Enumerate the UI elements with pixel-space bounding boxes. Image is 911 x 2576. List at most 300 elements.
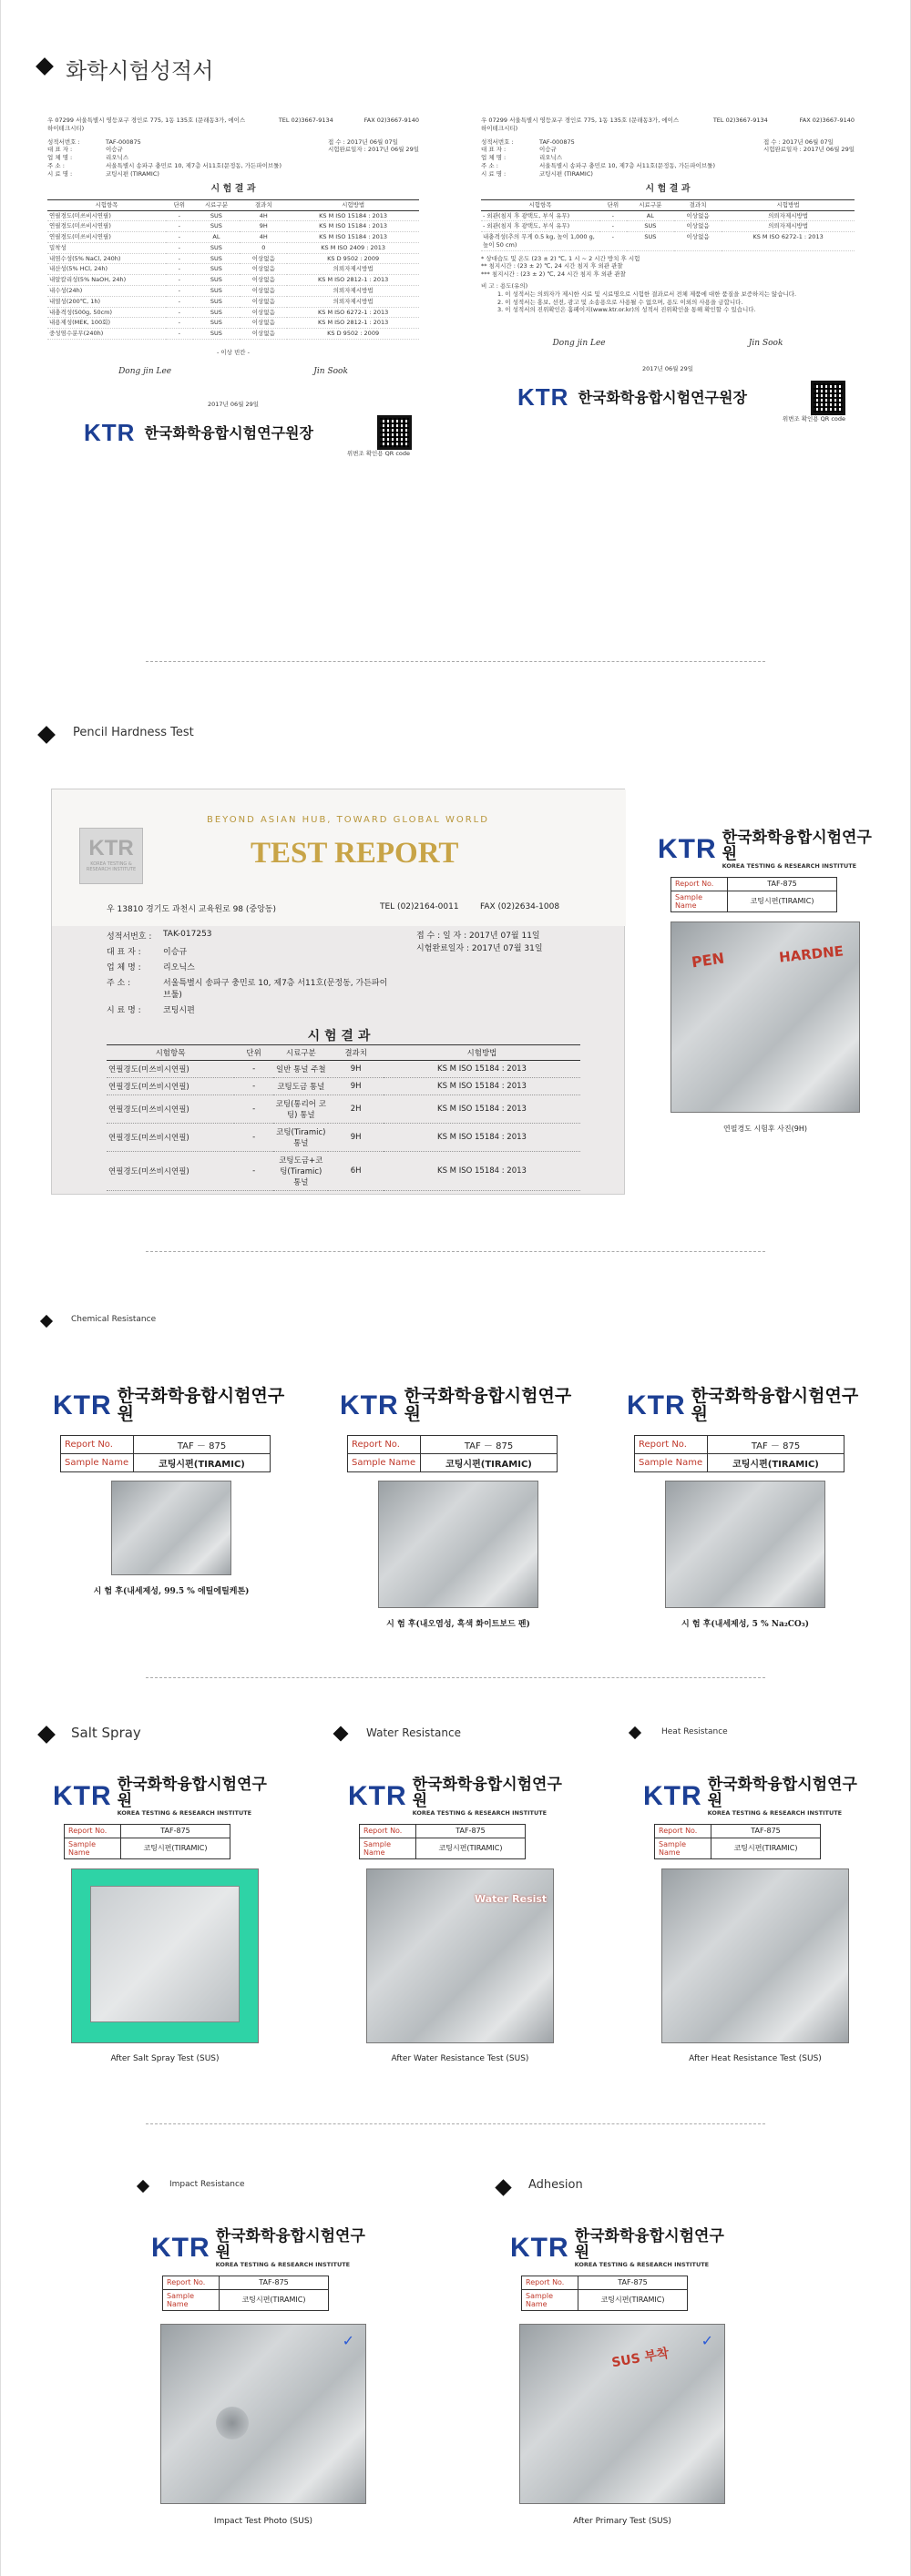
signature: Dong jin Lee <box>552 339 606 349</box>
section-title: Impact Resistance <box>169 2180 245 2189</box>
table-cell: - <box>166 285 193 296</box>
table-cell: 내열성(200℃, 1h) <box>47 296 166 307</box>
test-plate-photo <box>71 1868 259 2043</box>
field-label: 대 표 자 : <box>47 146 73 154</box>
table-cell: 코팅도금+코팅(Tiramic) 통널 <box>279 1156 323 1187</box>
ktr-logo: KTR <box>340 1390 399 1420</box>
test-caption: After Heat Resistance Test (SUS) <box>689 2054 822 2063</box>
cert-date-completed: 시험완료일자 : 2017년 06월 29일 <box>763 146 855 154</box>
chemical-test-plate-photo <box>665 1481 825 1608</box>
table-cell: KS D 9502 : 2009 <box>287 253 419 264</box>
table-cell: 이상없음 <box>674 210 722 221</box>
field-value: 서울특별시 송파구 충민로 10, 제7층 서11호(문정동, 가든파이브툴) <box>539 161 715 169</box>
cert-fax: FAX 02)3667-9140 <box>799 117 855 124</box>
table-cell: 이상없음 <box>674 232 722 251</box>
table-cell: SUS <box>193 285 241 296</box>
table-cell: 이상없음 <box>240 296 287 307</box>
column-header: 시료구분 <box>627 199 674 210</box>
sample-name-value: 코팅시편(TIRAMIC) <box>220 2289 329 2310</box>
report-no-label: Report No. <box>348 1435 421 1453</box>
ktr-logo: KTR <box>643 1781 702 1812</box>
impact-dent <box>216 2407 249 2439</box>
results-title: 시 험 결 과 <box>210 184 256 195</box>
table-cell: SUS <box>193 307 241 318</box>
pencil-title: Pencil Hardness Test <box>73 726 194 739</box>
table-cell: 내용제성(MEK, 100회) <box>47 318 166 329</box>
ktr-watermark-logo: KTR <box>88 836 134 860</box>
table-cell: - <box>599 232 627 251</box>
table-cell: 내산성(5% HCl, 24h) <box>47 264 166 275</box>
page-title: 화학시험성적서 <box>66 58 214 84</box>
table-cell: 연필경도(미쓰비시연필) <box>108 1167 189 1176</box>
institute-korean: 한국화학융합시험연구원 <box>404 1386 572 1424</box>
section-title: Salt Spray <box>71 1725 141 1741</box>
field-value: 이승규 <box>106 146 123 154</box>
institute-korean: 한국화학융합시험연구원 <box>707 1776 857 1810</box>
table-row <box>47 264 419 275</box>
field-label: 대 표 자 : <box>107 948 141 957</box>
ktr-report-card <box>510 2229 729 2311</box>
test-caption: After Primary Test (SUS) <box>573 2517 671 2526</box>
institute-korean: 한국화학융합시험연구원 <box>117 1386 285 1424</box>
field-label: 시 료 명 : <box>481 169 507 178</box>
field-value: TAF-000875 <box>539 137 575 146</box>
table-cell: KS M ISO 6272-1 : 2013 <box>722 232 855 251</box>
table-cell: 이상없음 <box>240 307 287 318</box>
column-header: 단위 <box>166 199 193 210</box>
table-cell: SUS <box>627 221 674 232</box>
table-row <box>481 210 855 221</box>
report-no-label: Report No. <box>163 2276 220 2289</box>
results-title: 시 험 결 과 <box>645 184 691 195</box>
sample-name-label: Sample Name <box>65 1838 121 1858</box>
table-cell: 9H <box>350 1133 362 1142</box>
divider <box>146 2123 765 2124</box>
institute-english: KOREA TESTING & RESEARCH INSTITUTE <box>117 1808 252 1817</box>
table-cell: - <box>252 1166 256 1176</box>
table-cell: KS M ISO 15184 : 2013 <box>437 1064 527 1074</box>
report-no-label: Report No. <box>65 1824 121 1838</box>
sample-name-label: Sample Name <box>522 2289 578 2310</box>
ktr-report-card <box>643 1777 862 1859</box>
note-line: ** 침지시간 : (23 ± 2) ℃, 24 시간 침지 후 외관 관찰 <box>481 262 623 270</box>
table-cell: KS M ISO 15184 : 2013 <box>437 1166 527 1176</box>
field-value: 코팅시편 <box>163 1006 195 1015</box>
table-cell: 중성염수분무(240h) <box>47 329 166 340</box>
sample-name-value: 코팅시편(TIRAMIC) <box>578 2289 688 2310</box>
remark-line: 2. 이 성적서는 홍보, 선전, 광고 및 소송용으로 사용될 수 없으며, 용도 이외의 사용을 금합니다. <box>497 298 743 306</box>
table-cell: 이상없음 <box>240 253 287 264</box>
cert-date: 2017년 06월 29일 <box>207 400 260 408</box>
field-label: 업 체 명 : <box>481 154 507 162</box>
field-label: 주 소 : <box>107 979 131 988</box>
table-cell: 9H <box>240 221 287 232</box>
field-label: 업 체 명 : <box>107 963 141 972</box>
field-value: 리오닉스 <box>539 154 563 162</box>
cert-tel: TEL 02)3667-9134 <box>278 117 333 124</box>
report-fax: FAX (02)2634-1008 <box>480 902 560 911</box>
institute-name: 한국화학융합시험연구원장 <box>578 389 747 407</box>
sample-name-value: 코팅시편(TIRAMIC) <box>134 1453 271 1471</box>
test-plate-photo <box>366 1868 554 2043</box>
institute-korean: 한국화학융합시험연구원 <box>117 1776 267 1810</box>
table-cell: - <box>252 1082 256 1091</box>
table-cell: - 외관(침지 후 광택도, 부식 유무) <box>481 210 599 221</box>
report-no-value: TAF － 875 <box>134 1435 271 1453</box>
table-cell: - <box>252 1064 256 1074</box>
table-cell: 의뢰자제시방법 <box>287 285 419 296</box>
report-no-value: TAF-875 <box>220 2276 329 2289</box>
table-cell: 의뢰자제시방법 <box>287 264 419 275</box>
institute-english: KOREA TESTING & RESEARCH INSTITUTE <box>574 2260 710 2268</box>
table-row <box>47 242 419 253</box>
sample-name-label: Sample Name <box>61 1453 134 1471</box>
sample-name-label: Sample Name <box>348 1453 421 1471</box>
sample-name-value: 코팅시편(TIRAMIC) <box>121 1838 230 1858</box>
test-caption: Impact Test Photo (SUS) <box>213 2517 313 2526</box>
institute-korean: 한국화학융합시험연구원 <box>691 1386 859 1424</box>
table-cell: 의뢰자제시방법 <box>287 296 419 307</box>
ktr-report-card <box>627 1388 864 1472</box>
ktr-report-card <box>151 2229 370 2311</box>
table-cell: 내염수성(5% NaCl, 240h) <box>47 253 166 264</box>
test-caption: After Salt Spray Test (SUS) <box>110 2054 220 2063</box>
table-cell: 연필경도(미쓰비시연필) <box>47 232 166 243</box>
checkmark-icon: ✓ <box>342 2332 354 2349</box>
institute-korean: 한국화학융합시험연구원 <box>215 2227 365 2262</box>
cert-address: 우 07299 서울특별시 영등포구 경인로 775, 1동 135호 (문래동3가, 에이스하이테크시티) <box>47 117 246 132</box>
ktr-watermark-sub: KOREA TESTING & RESEARCH INSTITUTE <box>86 861 137 872</box>
notes <box>481 255 855 279</box>
field-value: 서울특별시 송파구 충민로 10, 제7층 서11호(문정동, 가든파이브툴) <box>106 161 281 169</box>
report-date-received: 접 수 : 일 자 : 2017년 07월 11일 <box>416 932 540 941</box>
certificate-left <box>47 117 419 563</box>
report-no-label: Report No. <box>635 1435 708 1453</box>
results-table <box>47 199 419 340</box>
table-row <box>47 307 419 318</box>
column-header: 결과치 <box>674 199 722 210</box>
report-results-table <box>107 1044 580 1191</box>
table-cell: SUS <box>627 232 674 251</box>
signature-2: Jin Sook <box>748 339 783 349</box>
report-no-label: Report No. <box>61 1435 134 1453</box>
table-cell: SUS <box>193 264 241 275</box>
column-header: 단위 <box>246 1049 261 1058</box>
table-cell: - <box>166 307 193 318</box>
table-cell: SUS <box>193 275 241 286</box>
institute-korean: 한국화학융합시험연구원 <box>412 1776 562 1810</box>
report-no-value: TAF-875 <box>711 1824 821 1838</box>
table-cell: - <box>166 275 193 286</box>
sample-name-value: 코팅시편(TIRAMIC) <box>708 1453 844 1471</box>
table-cell: 코팅도금 통널 <box>277 1083 325 1092</box>
table-cell: 이상없음 <box>240 285 287 296</box>
column-header: 시험방법 <box>287 199 419 210</box>
note-line: * 상대습도 및 온도 (23 ± 2) ℃, 1 시 ~ 2 시간 방치 후 시험 <box>481 254 640 262</box>
ktr-report-card <box>348 1777 567 1859</box>
institute-english: KOREA TESTING & RESEARCH INSTITUTE <box>722 861 857 870</box>
qr-note: 위변조 확인용 QR code <box>346 450 410 458</box>
qr-code-icon <box>377 415 412 450</box>
cert-fields <box>47 138 281 178</box>
table-row <box>47 318 419 329</box>
table-cell: 6H <box>350 1166 362 1176</box>
chemical-test-plate-photo <box>378 1481 538 1608</box>
field-value: 서울특별시 송파구 충민로 10, 제7층 서11호(문정동, 가든파이브툴) <box>163 979 388 1000</box>
institute-english: KOREA TESTING & RESEARCH INSTITUTE <box>412 1808 548 1817</box>
sample-name-label: Sample Name <box>671 891 728 911</box>
report-no-value: TAF － 875 <box>421 1435 558 1453</box>
column-header: 단위 <box>599 199 627 210</box>
divider <box>146 1251 765 1252</box>
ktr-logo: KTR <box>517 383 569 412</box>
test-plate-photo <box>519 2324 725 2504</box>
field-label: 성적서번호 : <box>107 932 152 942</box>
table-cell: SUS <box>193 253 241 264</box>
section-title: Adhesion <box>528 2178 583 2192</box>
table-cell: - 외관(침지 후 광택도, 부식 유무) <box>481 221 599 232</box>
plate-marking: PEN <box>690 949 726 972</box>
field-label: 대 표 자 : <box>481 146 507 154</box>
ktr-logo: KTR <box>510 2233 569 2264</box>
test-caption: After Water Resistance Test (SUS) <box>391 2054 529 2063</box>
table-cell: 의뢰자제시방법 <box>722 221 855 232</box>
table-cell: - <box>166 318 193 329</box>
report-fields <box>107 930 391 1015</box>
chemical-test-plate-photo <box>111 1481 231 1575</box>
institute-english: KOREA TESTING & RESEARCH INSTITUTE <box>707 1808 843 1817</box>
results-table <box>481 199 855 251</box>
cert-date: 2017년 06월 29일 <box>641 365 694 373</box>
table-cell: - <box>166 221 193 232</box>
field-label: 주 소 : <box>47 161 65 169</box>
sample-name-label: Sample Name <box>635 1453 708 1471</box>
table-cell: 연필경도(미쓰비시연필) <box>47 210 166 221</box>
signature: Dong jin Lee <box>118 366 172 376</box>
chemical-caption: 시 험 후(내세제성, 99.5 % 에틸에틸케톤) <box>93 1587 250 1596</box>
institute-korean: 한국화학융합시험연구원 <box>722 829 872 863</box>
table-cell: KS M ISO 2812-1 : 2013 <box>287 318 419 329</box>
column-header: 시험항목 <box>481 199 599 210</box>
remark-line: 3. 이 성적서의 진위확인은 홈페이지(www.ktr.or.kr)의 성적서 진위확인을 통해 확인할 수 있습니다. <box>497 306 756 314</box>
pencil-caption: 연필경도 시험후 사진(9H) <box>723 1125 807 1133</box>
report-no-label: Report No. <box>655 1824 711 1838</box>
table-cell: 일반 통널 주철 <box>275 1065 326 1074</box>
cert-address: 우 07299 서울특별시 영등포구 경인로 775, 1동 135호 (문래동3가, 에이스하이테크시티) <box>481 117 680 132</box>
table-cell: KS M ISO 15184 : 2013 <box>287 232 419 243</box>
report-no-value: TAF-875 <box>728 877 837 891</box>
column-header: 시험항목 <box>47 199 166 210</box>
sample-name-label: Sample Name <box>360 1838 416 1858</box>
ktr-report-card <box>340 1388 577 1472</box>
table-cell: KS M ISO 15184 : 2013 <box>437 1133 527 1142</box>
table-row <box>47 210 419 221</box>
table-cell: - <box>166 296 193 307</box>
ktr-logo: KTR <box>658 834 717 865</box>
table-cell: KS M ISO 15184 : 2013 <box>437 1082 527 1091</box>
ktr-logo: KTR <box>84 418 136 446</box>
field-value: 코팅시편 (TIRAMIC) <box>106 169 159 178</box>
report-title: TEST REPORT <box>251 837 459 870</box>
column-header: 시험항목 <box>155 1049 186 1058</box>
plate-marking: Water Resist <box>475 1893 548 1905</box>
cert-tel: TEL 02)3667-9134 <box>712 117 768 124</box>
report-no-label: Report No. <box>671 877 728 891</box>
table-cell: - <box>599 210 627 221</box>
report-results-title: 시 험 결 과 <box>307 1029 371 1044</box>
qr-code-icon <box>811 381 845 415</box>
table-cell: 내수성(24h) <box>47 285 166 296</box>
field-value: 코팅시편 (TIRAMIC) <box>539 169 593 178</box>
note-line: *** 침지시간 : (23 ± 2) ℃, 24 시간 침지 후 외관 관찰 <box>481 270 626 279</box>
table-cell: 내충격성(500g, 50cm) <box>47 307 166 318</box>
table-cell: - <box>252 1133 256 1142</box>
ktr-report-card <box>53 1777 271 1859</box>
cert-date-received: 접 수 : 2017년 06월 07일 <box>763 137 834 146</box>
table-cell: KS M ISO 15184 : 2013 <box>437 1105 527 1114</box>
ktr-logo: KTR <box>348 1781 407 1812</box>
table-cell: 9H <box>350 1082 362 1091</box>
sample-name-value: 코팅시편(TIRAMIC) <box>728 891 837 911</box>
table-cell: SUS <box>193 329 241 340</box>
report-no-value: TAF － 875 <box>708 1435 844 1453</box>
table-cell: AL <box>193 232 241 243</box>
field-value: TAK-017253 <box>163 930 212 939</box>
remarks-title: 비 고 : 용도(유의) <box>481 281 528 290</box>
column-header: 결과치 <box>344 1049 367 1058</box>
sample-name-value: 코팅시편(TIRAMIC) <box>711 1838 821 1858</box>
chemical-caption: 시 험 후(내오염성, 흑색 화이트보드 펜) <box>386 1620 530 1629</box>
chemical-caption: 시 험 후(내세제성, 5 % Na₂CO₃) <box>681 1620 809 1629</box>
table-cell: 이상없음 <box>240 329 287 340</box>
divider <box>146 1677 765 1678</box>
report-date-completed: 시험완료일자 : 2017년 07월 31일 <box>416 944 543 954</box>
checkmark-icon: ✓ <box>701 2332 713 2349</box>
table-row <box>47 285 419 296</box>
ktr-logo: KTR <box>627 1390 686 1420</box>
sample-name-label: Sample Name <box>655 1838 711 1858</box>
table-cell: 9H <box>350 1064 362 1074</box>
table-cell: - <box>599 221 627 232</box>
table-cell: 내알칼리성(5% NaOH, 24h) <box>47 275 166 286</box>
report-no-value: TAF-875 <box>121 1824 230 1838</box>
field-label: 시 료 명 : <box>107 1006 141 1015</box>
table-cell: SUS <box>193 296 241 307</box>
institute-name: 한국화학융합시험연구원장 <box>144 423 313 442</box>
table-cell: KS M ISO 15184 : 2013 <box>287 210 419 221</box>
table-cell: 0 <box>240 242 287 253</box>
table-cell: - <box>166 329 193 340</box>
institute-english: KOREA TESTING & RESEARCH INSTITUTE <box>215 2260 351 2268</box>
cert-date-completed: 시험완료일자 : 2017년 06월 29일 <box>327 146 419 154</box>
certificate-right <box>481 117 855 563</box>
sample-name-value: 코팅시편(TIRAMIC) <box>421 1453 558 1471</box>
end-mark: - 이상 빈칸 - <box>216 348 250 356</box>
table-cell: 코팅(통리어 코팅) 통널 <box>275 1100 326 1120</box>
table-cell: - <box>166 253 193 264</box>
table-cell: 연필경도(미쓰비시연필) <box>108 1134 189 1143</box>
column-header: 시료구분 <box>193 199 241 210</box>
table-row <box>481 232 855 251</box>
ktr-report-card <box>53 1388 290 1472</box>
table-row <box>47 253 419 264</box>
table-row <box>47 329 419 340</box>
table-row <box>47 232 419 243</box>
table-row <box>107 1152 580 1191</box>
table-cell: 4H <box>240 210 287 221</box>
table-cell: SUS <box>193 242 241 253</box>
qr-note: 위변조 확인용 QR code <box>782 414 845 423</box>
cert-fax: FAX 02)3667-9140 <box>363 117 419 124</box>
field-value: 이승규 <box>539 146 557 154</box>
table-cell: KS M ISO 2812-1 : 2013 <box>287 275 419 286</box>
section-title: Water Resistance <box>366 1726 461 1739</box>
table-row <box>481 221 855 232</box>
table-cell: SUS <box>193 210 241 221</box>
sample-name-value: 코팅시편(TIRAMIC) <box>416 1838 526 1858</box>
cert-date-received: 접 수 : 2017년 06월 07일 <box>327 137 398 146</box>
report-no-value: TAF-875 <box>416 1824 526 1838</box>
table-cell: 이상없음 <box>240 264 287 275</box>
chemical-title: Chemical Resistance <box>71 1315 157 1324</box>
table-cell: 밀착성 <box>47 242 166 253</box>
signature-2: Jin Sook <box>313 366 348 376</box>
ktr-logo: KTR <box>53 1390 112 1420</box>
table-cell: KS M ISO 6272-1 : 2013 <box>287 307 419 318</box>
table-row <box>107 1095 580 1124</box>
column-header: 시험방법 <box>466 1049 497 1058</box>
table-cell: 2H <box>350 1105 362 1114</box>
table-row <box>107 1078 580 1095</box>
sample-name-label: Sample Name <box>163 2289 220 2310</box>
table-cell: 의뢰자제시방법 <box>722 210 855 221</box>
report-tel: TEL (02)2164-0011 <box>380 902 459 911</box>
table-cell: - <box>166 232 193 243</box>
field-value: TAF-000875 <box>106 137 141 146</box>
table-row <box>47 221 419 232</box>
cert-fields <box>481 138 715 178</box>
table-row <box>47 275 419 286</box>
report-address: 우 13810 경기도 과천시 교육원로 98 (중앙동) <box>107 905 276 914</box>
table-row <box>107 1124 580 1152</box>
remark-line: 1. 이 성적서는 의뢰자가 제시한 시료 및 시료명으로 시험한 결과로서 전체 제품에 대한 품질을 보증하지는 않습니다. <box>497 290 797 298</box>
report-banner: BEYOND ASIAN HUB, TOWARD GLOBAL WORLD <box>207 815 489 825</box>
test-plate-photo <box>661 1868 849 2043</box>
remarks <box>481 290 855 314</box>
test-plate-photo <box>160 2324 366 2504</box>
ktr-logo: KTR <box>151 2233 210 2264</box>
table-cell: SUS <box>193 221 241 232</box>
table-cell: 코팅(Tiramic) 통널 <box>276 1128 326 1148</box>
field-value: 리오닉스 <box>106 154 129 162</box>
institute-korean: 한국화학융합시험연구원 <box>574 2227 724 2262</box>
table-row <box>47 296 419 307</box>
table-cell: 이상없음 <box>240 275 287 286</box>
field-label: 성적서번호 : <box>481 137 514 146</box>
test-report-image <box>51 789 625 1195</box>
field-label: 주 소 : <box>481 161 498 169</box>
field-value: 이승규 <box>163 948 188 957</box>
table-cell: KS M ISO 15184 : 2013 <box>287 221 419 232</box>
table-row <box>107 1061 580 1078</box>
plate-marking: HARDNE <box>778 942 844 966</box>
table-cell: 연필경도(미쓰비시연필) <box>108 1065 189 1074</box>
table-cell: AL <box>627 210 674 221</box>
field-label: 성적서번호 : <box>47 137 80 146</box>
table-cell: - <box>166 264 193 275</box>
table-cell: 이상없음 <box>674 221 722 232</box>
divider <box>146 661 765 662</box>
